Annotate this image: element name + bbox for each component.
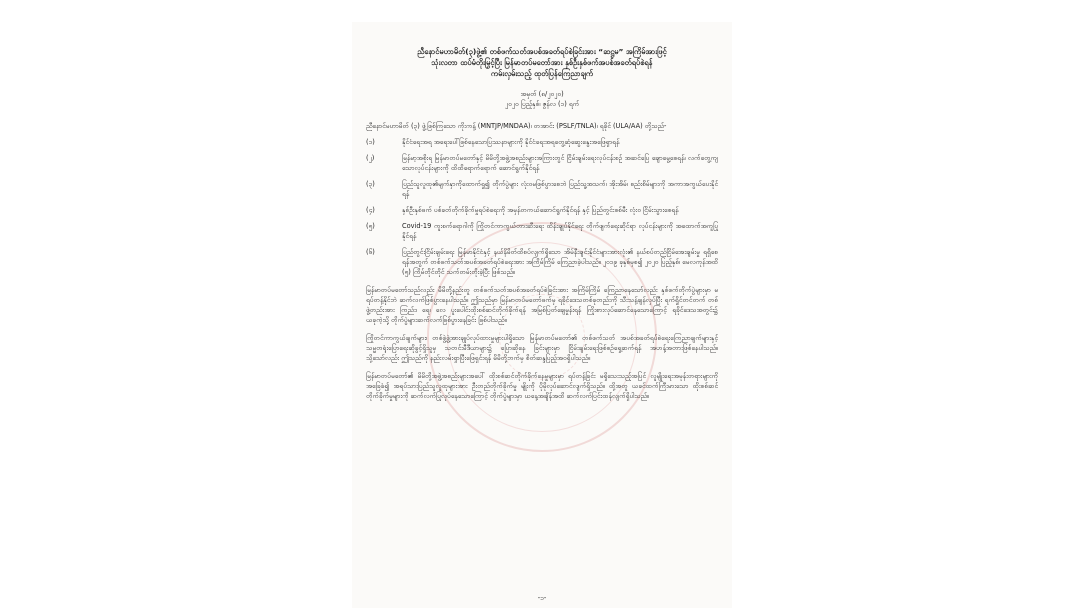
list-item <box>366 221 718 241</box>
point-text: ပြည်တွင်းငြိမ်းချမ်းရေး မြန်မာနိုင်ငံနှင့် နယ်နိမိတ်ထိစပ်လျက်ရှိသော အိမ်နီးချင်းနိုင်ငံများအားလုံး၏ နယ်စပ်တည်ငြိမ်အေးချမ်းမှု ရရှိစေရန်အတွက် တစ်ဖက်သတ်အပစ်အခတ်ရပ်စဲရေးအား အကြိမ်ကြိမ် ကြေညာခဲ့ပါသည်။ ၂၀၁၉ ခုနှစ်မှစ၍ ၂၀၂၀ ပြည့်နှစ်၊ မေလကုန်အထိ (၅) ကြိမ်တိုင်တိုင် သက်တမ်းတိုးခဲ့ပြီး ဖြစ်သည်။ <box>402 248 718 276</box>
point-number: (၄) <box>366 206 375 214</box>
list-item <box>366 153 718 173</box>
point-number: (၁) <box>366 138 375 146</box>
body-paragraph-3: မြန်မာတပ်မတော်၏ မိမိတို့အဖွဲ့အစည်းများအပေါ် ထိုးစစ်ဆင်တိုက်ခိုက်နေမှုများမှာ ရပ်တန့်ခြင်း မရှိသေးသည့်အပြင် လူမျိုးရေးအမုန်းတရားများကိုအခြေခံ၍ အရပ်သားပြည်သူလူထုများအား ဦးတည်တိုက်ခိုက်မှု မျိုးကို ပိုမိုလုပ်ဆောင်လျက်ရှိသည်။ ထို့အတူ ယခင်ထက်ကြီးမားသော ထိုးစစ်ဆင်တိုက်ခိုက်မှုများကို ဆက်လက်ပြုလုပ်နေသောကြောင့် တိုက်ပွဲများမှာ ယနေ့အချိန်အထိ ဆက်လက်ပြင်းထန်လျက်ရှိပါသည်။ <box>366 372 718 400</box>
points-list <box>366 137 718 277</box>
list-item <box>366 205 718 215</box>
point-text: နိုင်ငံရေးအရ အရေးပေါ်ဖြစ်နေသောပြဿနာများကို နိုင်ငံရေးအရတွေ့ဆုံဆွေးနွေးအဖြေရှာရန် <box>402 138 620 146</box>
body-paragraph-2: ကြိုတင်ကာကွယ်ချက်များ၊ တစ်ဖွဲ့ဖွဲ့အားချုပ်လုပ်ထားမှုများပါရှိသော မြန်မာတပ်မတော်၏ တစ်ဖက်သတ် အပစ်အခတ်ရပ်စဲရေးကြေညာချက်များနှင့် သမ္မတရုံးပြောရေးဆိုခွင့်ရှိသူမှ သတင်းမီဒီယာများ၌ ပြောဆိုနေ ခြင်းများမှာ ငြိမ်းချမ်းရေးဖြစ်စဉ်ရှေ့ဆက်ရန် အဟန့်အတားဖြစ်နေပါသည်။ သို့သော်လည်း ဤသည်ကို နည်းလမ်းရှာပြီးဖြေရှင်းရန် မိမိတို့ဘက်မှ စိတ်ဆန္ဒပြည့်အဝရှိပါသည်။ <box>366 334 718 362</box>
list-item <box>366 247 718 277</box>
point-number: (၃) <box>366 180 375 188</box>
point-number: (၂) <box>366 154 375 162</box>
point-number: (၆) <box>366 248 375 256</box>
point-text: မြန်မာ့အစိုးရ မြန်မာတပ်မတော်နှင့် မိမိတို့အဖွဲ့အစည်းများအကြားတွင် ငြိမ်းချမ်းရေးလုပ်ငန်းစဉ် အဆင်ပြေ ချောမွေ့စေရန်၊ လက်တွေ့ကျသောလုပ်ငန်းများကို ထိထိရောက်ရောက် ဆောင်ရွက်နိုင်ရန် <box>402 154 718 172</box>
title-line-2: သုံးလတာ ထပ်မံတိုးမြှင့်ပြီး မြန်မာတပ်မတော်အား နှစ်ဦးနှစ်ဖက်အပစ်အခတ်ရပ်စဲရန် <box>431 58 653 67</box>
statement-number: အမှတ် (၈/၂၀၂၀) <box>520 90 564 98</box>
document-page <box>352 22 732 608</box>
page-number: -၁- <box>537 594 547 602</box>
statement-date: ၂၀၂၀ ပြည့်နှစ်၊ ဇွန်လ (၁) ရက် <box>504 100 580 108</box>
title-line-3: ကမ်းလှမ်းသည့် ထုတ်ပြန်ကြေညာချက် <box>490 69 594 78</box>
document-meta <box>366 89 718 109</box>
list-item <box>366 137 718 147</box>
body-paragraph-1: မြန်မာတပ်မတော်သည်လည်း မိမိတို့နည်းတူ တစ်ဖက်သတ်အပစ်အခတ်ရပ်စဲခြင်းအား အကြိမ်ကြိမ် ကြေညာနေသော်လည်း နှစ်ဖက်တိုက်ပွဲများမှာ မရပ်တန့်နိုင်ဘဲ ဆက်လက်ဖြစ်ပွားနေပါသည်။ ဤသည်မှာ မြန်မာတပ်မတော်ဖက်မှ ရခိုင်ဒေသတစ်ခုတည်းကို သီးသန့်ချန်လှပ်ပြီး ရက်ရှိုင်တင်တက် တစ်ဖွဲ့တည်းအား ကြည်း၊ ရေ၊ လေ ပူးပေါင်းထိုးစစ်ဆင်တိုက်ခိုက်ရန် အမြစ်ပြတ်ချေမှုန်းရန် ကြိုးစားလုပ်ဆောင်နေသောကြောင့် ရခိုင်ဒေသအတွင်း၌ ယခုကဲ့သို့ တိုက်ပွဲများဆက်လက်ဖြစ်ပွားနေခြင်း ဖြစ်ပါသည်။ <box>366 286 718 324</box>
point-number: (၅) <box>366 222 375 230</box>
document-title <box>374 46 710 79</box>
title-line-1: ညီနောင်မဟာမိတ်(၃)ဖွဲ့၏ တစ်ဖက်သတ်အပစ်အခတ်ရပ်စဲခြင်းအား “ဆဋ္ဌမ” အကြိမ်အားဖြင့် <box>417 47 667 56</box>
list-item <box>366 179 718 199</box>
intro-paragraph: ညီနောင်မဟာမိတ် (၃) ဖွဲ့ဖြစ်ကြသော ကိုးကန့် (MNTJP/MNDAA)၊ တအာင်း (PSLF/TNLA)၊ ရခိုင် (ULA/AA) တို့သည်- <box>366 122 667 130</box>
point-text: နှစ်ဦးနှစ်ဖက် ပစ်ခတ်တိုက်ခိုက်မှုရပ်စဲရေးကို အမှန်တကယ်ဆောင်ရွက်နိုင်ရန် နှင့် ပြည်တွင်းစစ်မီး လုံးဝ ငြိမ်းသွားစေရန် <box>402 206 679 214</box>
point-text: Covid-19 ကူးစက်ရောဂါကို ကြိုတင်ကာကွယ်တားဆီးရေး ထိန်းချုပ်နိုင်ရေး တိုက်ဖျက်ရေးဆိုင်ရာ လုပ်ငန်းများကို အထောက်အကူပြုနိုင်ရန် <box>402 222 718 240</box>
point-text: ပြည်သူလူထု၏မျက်နှာကိုထောက်ရှု၍ တိုက်ပွဲများ လုံးဝမဖြစ်ပွားစေဘဲ ပြည်သူ့အသက်၊ အိုးအိမ်၊ စည်းစိမ်များကို အကာအကွယ်ပေးနိုင်ရန် <box>402 180 718 198</box>
